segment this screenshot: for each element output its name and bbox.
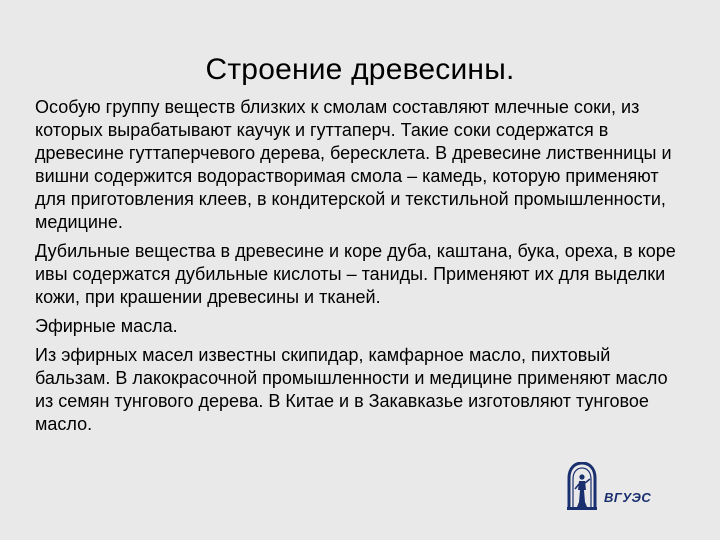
paragraph-tannins: Дубильные вещества в древесине и коре дуба, каштана, бука, ореха, в коре ивы содержатся дубильные кислоты – таниды. Применяют их для выделки кожи, при крашении древесины и тканей. bbox=[35, 241, 676, 307]
logo-text: ВГУЭС bbox=[604, 490, 652, 505]
paragraph-essential-oils: Из эфирных масел известны скипидар, камфарное масло, пихтовый бальзам. В лакокрасочной промышленности и медицине применяют масло из семян тунгового дерева. В Китае и в Закавказье изготовляют тунговое масло. bbox=[35, 345, 668, 434]
vgues-logo bbox=[566, 462, 664, 512]
slide-title: Строение древесины. bbox=[205, 53, 515, 86]
paragraph-essential-oils-heading: Эфирные масла. bbox=[35, 316, 178, 336]
paragraph-latex-resins: Особую группу веществ близких к смолам составляют млечные соки, из которых вырабатывают каучук и гуттаперч. Такие соки содержатся в древесине гуттаперчевого дерева, бересклета. В древесине лиственницы и вишни содержится водорастворимая смола – камедь, которую применяют для приготовления клеев, в кондитерской и текстильной промышленности, медицине. bbox=[35, 97, 672, 232]
arch-emblem-icon bbox=[566, 462, 598, 510]
slide-content bbox=[35, 96, 687, 442]
